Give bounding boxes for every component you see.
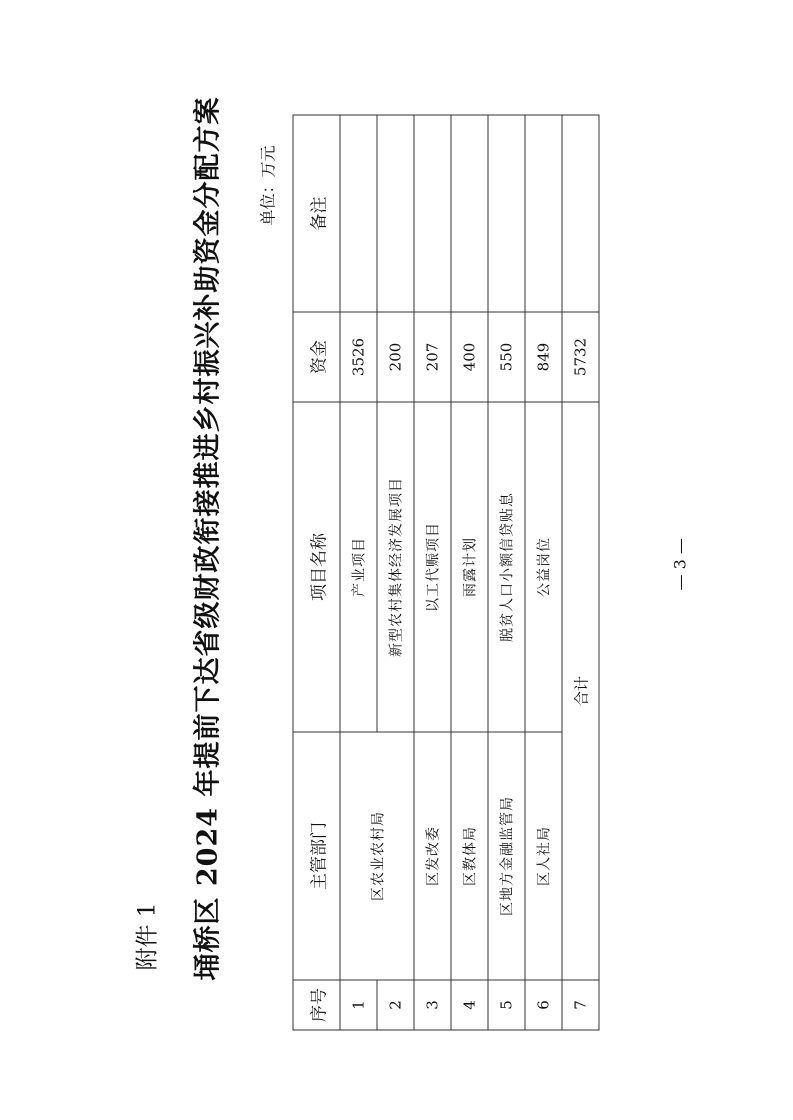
row-index: 4 — [451, 980, 488, 1030]
table-header-row — [293, 115, 340, 1030]
row-remarks — [340, 115, 377, 312]
allocation-table — [292, 114, 599, 1030]
header-remarks: 备注 — [293, 115, 340, 312]
row-funds: 550 — [488, 312, 525, 402]
row-department: 区教体局 — [451, 732, 488, 980]
row-funds: 849 — [525, 312, 562, 402]
row-department: 区农业农村局 — [340, 732, 414, 980]
table-row — [414, 115, 451, 1030]
row-funds: 400 — [451, 312, 488, 402]
row-funds: 200 — [377, 312, 414, 402]
table-row — [451, 115, 488, 1030]
row-remarks — [414, 115, 451, 312]
row-department: 区发改委 — [414, 732, 451, 980]
row-project: 产业项目 — [340, 402, 377, 732]
table-total-row — [562, 115, 599, 1030]
row-remarks — [451, 115, 488, 312]
row-remarks — [488, 115, 525, 312]
document-title: 埇桥区 2024 年提前下达省级财政衔接推进乡村振兴补助资金分配方案 — [192, 96, 223, 980]
unit-label: 单位：万元 — [258, 144, 277, 225]
table-row — [488, 115, 525, 1030]
row-project: 公益岗位 — [525, 402, 562, 732]
row-department: 区地方金融监管局 — [488, 732, 525, 980]
table-row — [525, 115, 562, 1030]
table-row — [340, 115, 377, 1030]
header-funds: 资金 — [293, 312, 340, 402]
row-project: 脱贫人口小额信贷贴息 — [488, 402, 525, 732]
row-index: 6 — [525, 980, 562, 1030]
header-index: 序号 — [293, 980, 340, 1030]
row-department: 区人社局 — [525, 732, 562, 980]
row-index: 1 — [340, 980, 377, 1030]
row-funds: 3526 — [340, 312, 377, 402]
row-funds: 207 — [414, 312, 451, 402]
attachment-label: 附件 1 — [134, 902, 160, 970]
row-remarks — [377, 115, 414, 312]
row-index: 3 — [414, 980, 451, 1030]
row-index: 5 — [488, 980, 525, 1030]
page-number: — 3 — — [670, 537, 689, 590]
total-remarks — [562, 115, 599, 312]
row-project: 新型农村集体经济发展项目 — [377, 402, 414, 732]
header-project: 项目名称 — [293, 402, 340, 732]
row-remarks — [525, 115, 562, 312]
total-funds: 5732 — [562, 312, 599, 402]
row-index: 2 — [377, 980, 414, 1030]
header-department: 主管部门 — [293, 732, 340, 980]
total-label: 合计 — [562, 402, 599, 980]
total-index: 7 — [562, 980, 599, 1030]
row-project: 雨露计划 — [451, 402, 488, 732]
row-project: 以工代赈项目 — [414, 402, 451, 732]
